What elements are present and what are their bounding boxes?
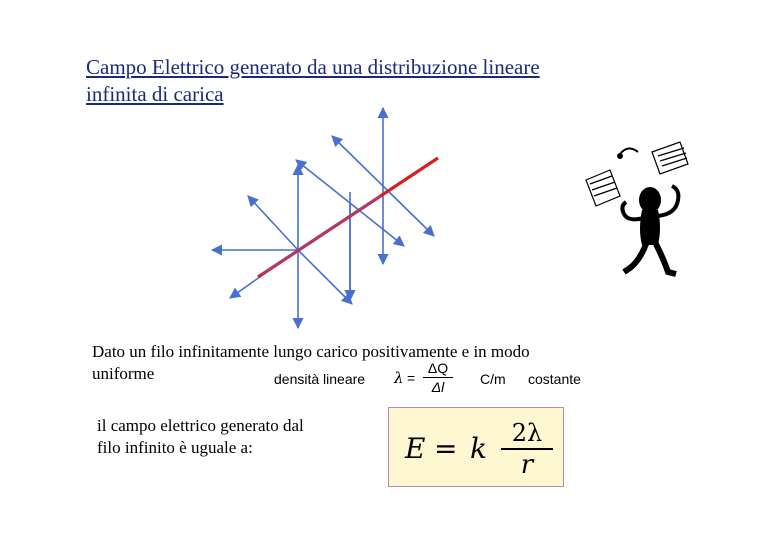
title-line-1: Campo Elettrico generato da una distribuzione lineare bbox=[86, 55, 540, 79]
formula-numerator: 2λ bbox=[501, 418, 553, 450]
fraction-denominator: Δl bbox=[431, 379, 445, 395]
field-arrow bbox=[248, 196, 298, 250]
formula-equals: = bbox=[434, 432, 458, 465]
equals-sign: = bbox=[407, 370, 416, 386]
charged-wire-highlight bbox=[262, 196, 380, 274]
electric-field-formula bbox=[388, 407, 564, 487]
intro-line-1: Dato un filo infinitamente lungo carico positivamente e in modo bbox=[92, 342, 530, 361]
formula-constant: k bbox=[470, 432, 487, 465]
thinking-person-icon bbox=[580, 140, 700, 280]
density-note: costante bbox=[528, 371, 581, 387]
field-arrow bbox=[298, 250, 352, 304]
result-line-2: filo infinito è uguale a: bbox=[97, 438, 253, 457]
fraction-numerator: ΔQ bbox=[423, 360, 453, 378]
density-label: densità lineare bbox=[274, 371, 366, 387]
formula-denominator: r bbox=[520, 450, 534, 480]
lambda-symbol: λ bbox=[394, 369, 404, 387]
result-line-1: il campo elettrico generato dal bbox=[97, 416, 304, 435]
formula-fraction bbox=[501, 418, 553, 480]
density-unit: C/m bbox=[480, 371, 506, 387]
formula-lhs: E bbox=[405, 432, 426, 465]
intro-line-2: uniforme bbox=[92, 364, 155, 383]
field-arrow bbox=[296, 160, 350, 203]
density-fraction bbox=[423, 360, 453, 397]
field-arrow bbox=[383, 186, 434, 236]
title-line-2: infinita di carica bbox=[86, 82, 224, 106]
field-arrow bbox=[332, 136, 383, 186]
linear-density-formula bbox=[270, 360, 610, 400]
result-text bbox=[97, 415, 367, 459]
